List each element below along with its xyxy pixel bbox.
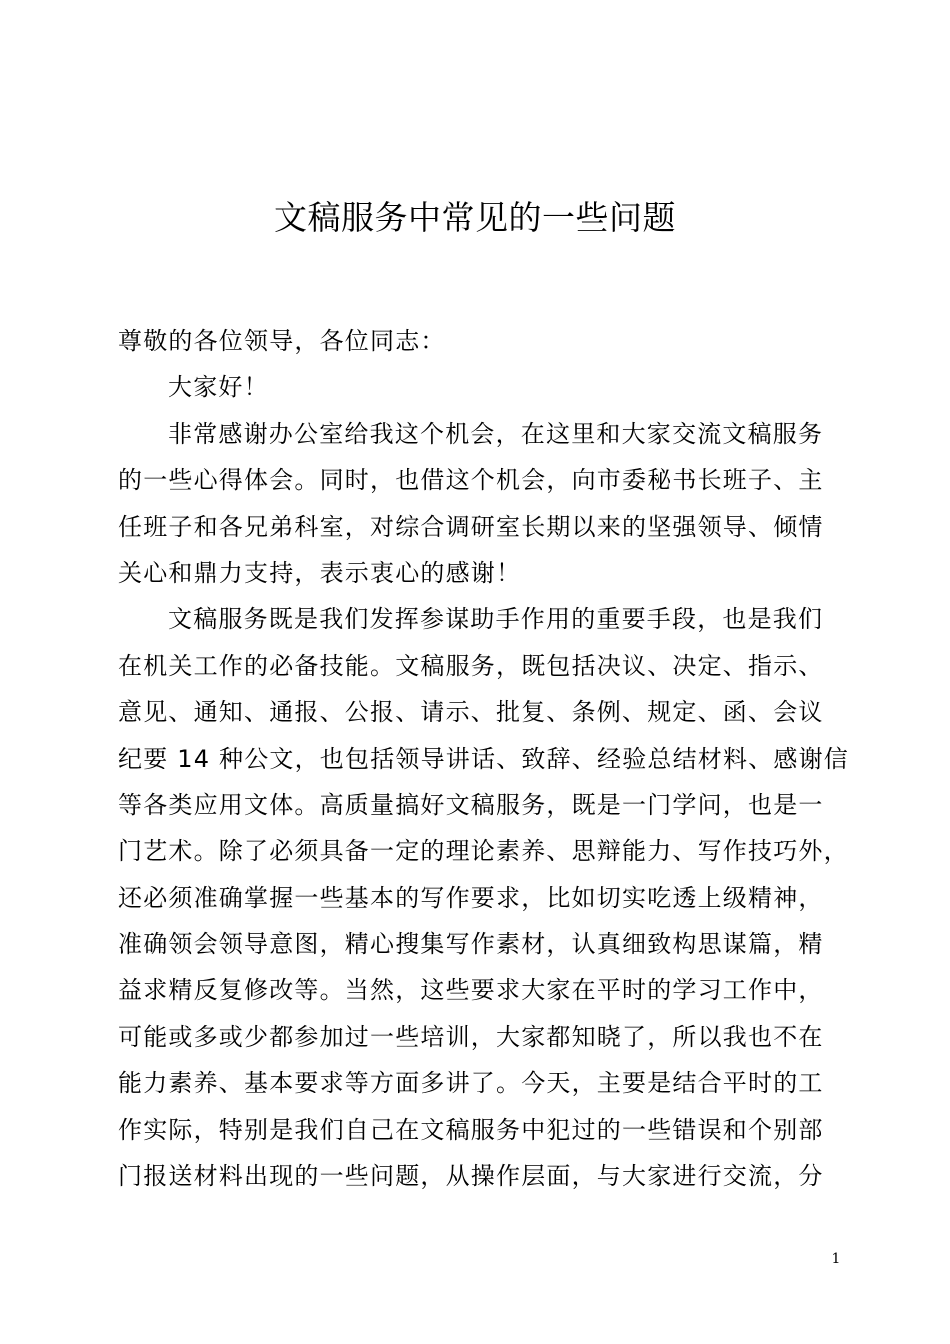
body-line: 益求精反复修改等。当然，这些要求大家在平时的学习工作中， xyxy=(118,976,824,1005)
body-line: 门报送材料出现的一些问题，从操作层面，与大家进行交流，分 xyxy=(118,1162,824,1191)
page-number: 1 xyxy=(831,1251,841,1267)
body-line: 准确领会领导意图，精心搜集写作素材，认真细致构思谋篇，精 xyxy=(118,930,824,959)
body-line: 在机关工作的必备技能。文稿服务，既包括决议、决定、指示、 xyxy=(118,651,824,680)
body-line: 非常感谢办公室给我这个机会，在这里和大家交流文稿服务 xyxy=(168,419,824,448)
salutation-line: 尊敬的各位领导，各位同志： xyxy=(118,327,446,355)
body-line: 还必须准确掌握一些基本的写作要求，比如切实吃透上级精神， xyxy=(118,883,824,912)
document-body xyxy=(118,318,849,1199)
document-title: 文稿服务中常见的一些问题 xyxy=(274,198,676,237)
body-line: 等各类应用文体。高质量搞好文稿服务，既是一门学问，也是一 xyxy=(118,790,824,819)
body-line: 任班子和各兄弟科室，对综合调研室长期以来的坚强领导、倾情 xyxy=(118,512,824,541)
body-line: 作实际，特别是我们自己在文稿服务中犯过的一些错误和个别部 xyxy=(118,1115,824,1144)
body-line: 可能或多或少都参加过一些培训，大家都知晓了，所以我也不在 xyxy=(118,1022,824,1051)
body-line: 意见、通知、通报、公报、请示、批复、条例、规定、函、会议 xyxy=(118,698,824,727)
body-line: 文稿服务既是我们发挥参谋助手作用的重要手段，也是我们 xyxy=(168,605,824,634)
body-line: 纪要 14 种公文，也包括领导讲话、致辞、经验总结材料、感谢信 xyxy=(118,744,849,773)
greeting-line: 大家好！ xyxy=(168,373,269,402)
body-line: 能力素养、基本要求等方面多讲了。今天，主要是结合平时的工 xyxy=(118,1069,824,1098)
body-line: 门艺术。除了必须具备一定的理论素养、思辩能力、写作技巧外， xyxy=(118,837,849,866)
body-line: 关心和鼎力支持，表示衷心的感谢！ xyxy=(118,558,522,587)
body-line: 的一些心得体会。同时，也借这个机会，向市委秘书长班子、主 xyxy=(118,466,824,495)
